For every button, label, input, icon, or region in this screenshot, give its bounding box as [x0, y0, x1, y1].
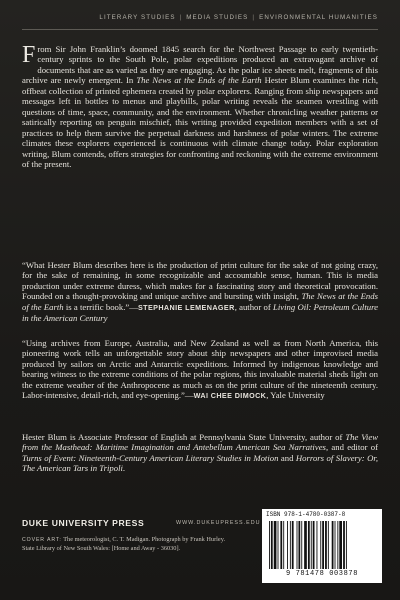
- barcode-bar: [325, 521, 327, 569]
- publisher-name: DUKE UNIVERSITY PRESS: [22, 518, 145, 528]
- bio-book-title: Horrors of Slavery: Or, The American Tars in Tripoli: [22, 452, 378, 474]
- reviewer-affiliation: , Yale University: [266, 390, 325, 401]
- quote-text: is a terrific book.”—: [63, 301, 138, 312]
- barcode-bar: [308, 521, 310, 569]
- book-title: The News at the Ends of the Earth: [136, 75, 262, 86]
- barcode-bar: [339, 521, 342, 569]
- barcode-bar: [297, 521, 298, 569]
- barcode-bar: [328, 521, 329, 569]
- tag-literary-studies: LITERARY STUDIES: [99, 14, 176, 21]
- tag-environmental-humanities: ENVIRONMENTAL HUMANITIES: [259, 14, 378, 21]
- barcode-bar: [271, 521, 273, 569]
- barcode-bar: [287, 521, 288, 569]
- quote-text: “Using archives from Europe, Australia, and New Zealand as well as from North America, this pioneering work tells an unforgettable story about ship newspapers and other improvised media produced by sailors on Arctic and Antarctic expeditions. Informed by indigenous knowledge and bearing witness to the extreme conditions of the polar regions, this invaluable material sheds light on the extreme weather of the Anthropocene as much as on the print culture of the nineteenth century. Labor-intensive, detail-rich, and eye-opening.”—: [22, 338, 378, 401]
- bio-text: .: [122, 463, 126, 474]
- drop-cap: F: [22, 42, 36, 68]
- barcode-bar: [332, 521, 334, 569]
- header-rule: [22, 29, 378, 30]
- barcode-bar: [311, 521, 312, 569]
- author-bio: [22, 432, 378, 474]
- quote-book-title: The News at the Ends of the Earth: [22, 291, 378, 312]
- barcode-bar: [298, 521, 300, 569]
- description-blurb: [22, 44, 378, 169]
- barcode-bar: [346, 521, 347, 569]
- barcode-bar: [304, 521, 307, 569]
- ean-digits: 9 781478 003878: [285, 570, 358, 578]
- reviewer-book-title: Living Oil: Petroleum Culture in the American Century: [22, 301, 378, 324]
- tag-separator: |: [252, 14, 256, 21]
- bio-text: and: [278, 452, 296, 463]
- quote-text: “What Hester Blum describes here is the production of print culture for the sake of not going crazy, for the sake of remaining, in some recognizable and accountable sense, human. This is media production under extreme duress, which makes for a fascinating story and theoretical provocation. Founded on a thought-provoking and unique archive and bursting with insight,: [22, 260, 378, 302]
- publisher-url: WWW.DUKEUPRESS.EDU: [176, 520, 261, 526]
- barcode-bar: [313, 521, 315, 569]
- barcode-bar: [322, 521, 324, 569]
- barcode-bar: [292, 521, 294, 569]
- barcode-bar: [301, 521, 302, 569]
- barcode-bar: [290, 521, 291, 569]
- bio-book-title: Turns of Event: Nineteenth-Century American Literary Studies in Motion: [22, 452, 279, 463]
- review-quote-lemenager: [22, 260, 378, 324]
- credit-label: COVER ART:: [22, 537, 62, 543]
- reviewer-name: STEPHANIE LEMENAGER: [137, 302, 235, 312]
- barcode-bar: [317, 521, 318, 569]
- barcode-bar: [274, 521, 277, 569]
- barcode-bar: [269, 521, 270, 569]
- blurb-text: Hester Blum examines the rich, offbeat collection of printed ephemera created by polar explorers. Ranging from ship newspapers and messages left in bottles to menus and playbills, polar writing reveals the seamen wrestling with questions of time, space, community, and the environment. Whether chronicling weather patterns or satirically reporting on penguin mischief, this writing provided expedition members with a set of practices to help them survive the perpetual darkness and harshness of polar winters. The extreme climates these explorers experienced is continuous with climate change today. Polar exploration writing, Blum contends, offers strategies for confronting and reckoning with the extreme environment of the present.: [22, 75, 379, 169]
- isbn-barcode: [262, 509, 382, 583]
- isbn-number: ISBN 978-1-4780-0387-8: [266, 511, 346, 518]
- review-quote-dimock: [22, 338, 378, 402]
- barcode-bar: [343, 521, 345, 569]
- barcode-bar: [278, 521, 279, 569]
- cover-art-credit: [22, 536, 232, 553]
- barcode-bar: [335, 521, 336, 569]
- blurb-text: rom Sir John Franklin’s doomed 1845 search for the Northwest Passage to early twentieth-century sprints to the South Pole, polar expeditions produced an extravagant archive of documents that are as varied as they are engaging. As the polar ice sheets melt, fragments of this archive are newly emergent. In: [22, 44, 378, 86]
- reviewer-affiliation: , author of: [234, 301, 273, 312]
- barcode-bar: [320, 521, 321, 569]
- credit-text: The meteorologist, C. T. Madigan. Photograph by Frank Hurley. State Library of New South Wales: [Home and Away - 36030].: [22, 536, 226, 552]
- tag-media-studies: MEDIA STUDIES: [186, 14, 249, 21]
- tag-separator: |: [179, 14, 183, 21]
- barcode-bar: [280, 521, 282, 569]
- category-header: [0, 6, 400, 30]
- barcode-bar: [337, 521, 338, 569]
- barcode-icon: [267, 521, 377, 569]
- category-tags: [99, 14, 378, 21]
- bio-text: , and editor of: [325, 442, 378, 453]
- barcode-bar: [283, 521, 284, 569]
- reviewer-name: WAI CHEE DIMOCK: [193, 391, 267, 401]
- bio-text: Hester Blum is Associate Professor of English at Pennsylvania State University, author of: [22, 432, 346, 442]
- bio-book-title: The View from the Masthead: Maritime Imagination and Antebellum American Sea Narratives: [22, 432, 378, 453]
